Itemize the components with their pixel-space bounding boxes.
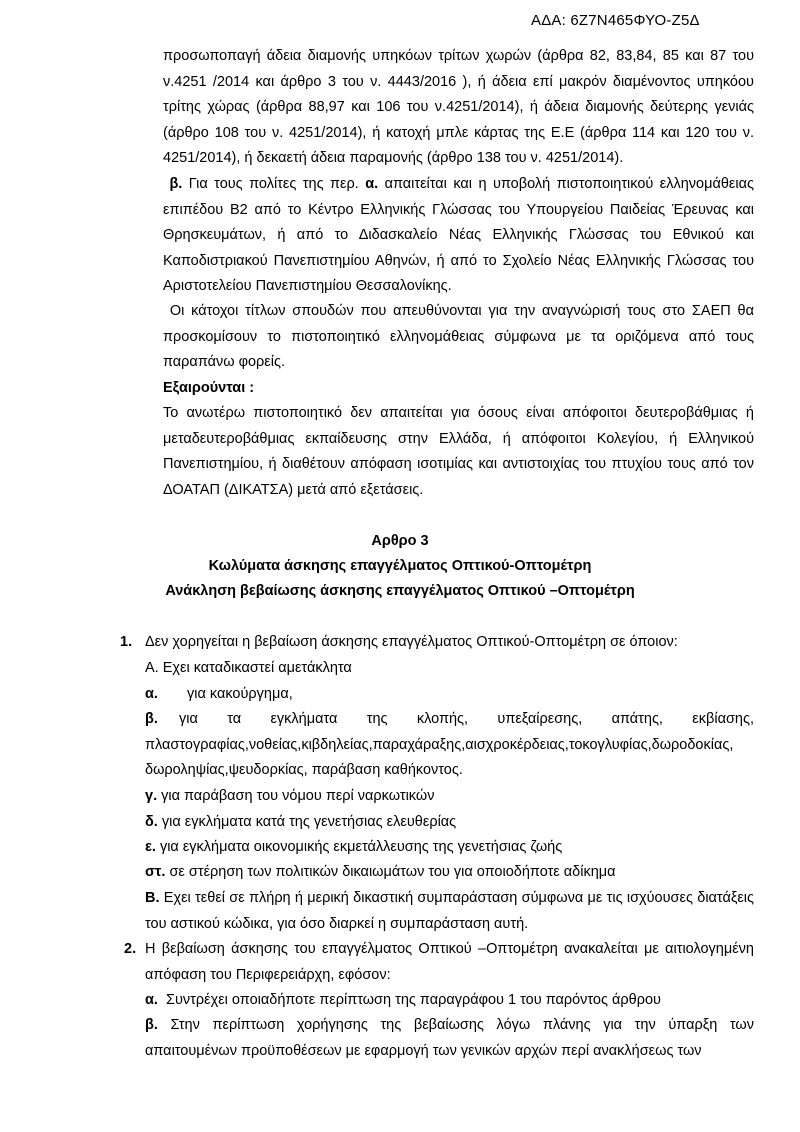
ada-code: ΑΔΑ: 6Ζ7Ν465ΦΥΟ-Ζ5Δ: [531, 12, 700, 29]
item-text: για κακούργημα,: [187, 686, 293, 702]
item-label: β.: [145, 711, 158, 727]
article-number: Αρθρο 3: [371, 533, 429, 549]
item-text: για εγκλήματα κατά της γενετήσιας ελευθερίας: [161, 814, 457, 830]
item-label: ε.: [145, 839, 156, 855]
beta-label: β.: [169, 176, 183, 192]
beta-pre: Για τους πολίτες της περ.: [188, 176, 359, 192]
exceptions-heading: Εξαιρούνται :: [163, 380, 255, 396]
item-label: α.: [145, 992, 158, 1008]
item-text: Συντρέχει οποιαδήποτε περίπτωση της παραγράφου 1 του παρόντος άρθρου: [166, 992, 661, 1008]
section-2-item-a: [145, 988, 754, 1014]
item-label: δ.: [145, 814, 158, 830]
beta-post: απαιτείται και η υποβολή πιστοποιητικού ελληνομάθειας επιπέδου Β2 από το Κέντρο Ελληνικής Γλώσσας του Υπουργείου Παιδείας Έρευνας και Θρησκευμάτων, ή από το Διδασκαλείο Νέας Ελληνικής Γλώσσας του Εθνικού και Καποδιστριακού Πανεπιστημίου Αθηνών, ή από το Σχολείο Νέας Ελληνικής Γλώσσας του Αριστοτελείου Πανεπιστημίου Θεσσαλονίκης.: [163, 176, 754, 295]
intro-paragraph-holders: [163, 299, 754, 376]
item-text: για εγκλήματα οικονομικής εκμετάλλευσης της γενετήσιας ζωής: [159, 839, 563, 855]
intro-paragraph-permits: προσωποπαγή άδεια διαμονής υπηκόων τρίτων χωρών (άρθρα 82, 83,84, 85 και 87 του ν.4251 /2014 και άρθρο 3 του ν. 4443/2016 ), ή άδεια επί μακρόν διαμένοντος υπηκόου τρίτης χώρας (άρθρα 88,97 και 106 του ν.4251/2014), ή άδεια διαμονής δεύτερης γενιάς (άρθρο 108 του ν. 4251/2014), ή κατοχή μπλε κάρτας της Ε.Ε (άρθρα 114 και 120 του ν. 4251/2014), ή δεκαετή άδεια παραμονής (άρθρο 138 του ν. 4251/2014).: [163, 48, 754, 167]
section-2-item-b: [145, 1013, 754, 1064]
section-1-item-c: [145, 784, 754, 810]
section-1-a-line: Α. Εχει καταδικαστεί αμετάκλητα: [145, 660, 352, 676]
intro-paragraph-exceptions: Το ανωτέρω πιστοποιητικό δεν απαιτείται για όσους είναι απόφοιτοι δευτεροβάθμιας ή μεταδευτεροβάθμιας εκπαίδευσης στην Ελλάδα, ή απόφοιτοι Κολεγίου, ή Ελληνικού Πανεπιστημίου, ή διαθέτουν απόφαση ισοτιμίας και αντιστοιχίας του πτυχίου τους από τον ΔΟΑΤΑΠ (ΔΙΚΑΤΣΑ) μετά από εξετάσεις.: [163, 405, 754, 498]
section-1-item-a: [145, 682, 754, 708]
item-label: στ.: [145, 864, 166, 880]
item-label: α.: [145, 686, 158, 702]
article-title-1: Κωλύματα άσκησης επαγγέλματος Οπτικού-Οπτομέτρη: [208, 558, 592, 574]
article-title-2: Ανάκληση βεβαίωσης άσκησης επαγγέλματος Οπτικού –Οπτομέτρη: [165, 583, 635, 599]
section-1-item-d: [145, 810, 754, 836]
beta-mid-label: α.: [365, 176, 379, 192]
section-1-item-st: [145, 860, 754, 886]
section-2-text: Η βεβαίωση άσκησης του επαγγέλματος Οπτικού –Οπτομέτρη ανακαλείται με αιτιολογημένη απόφαση του Περιφερειάρχη, εφόσον:: [145, 941, 754, 983]
section-2-number: 2.: [124, 941, 137, 957]
b-label: Β.: [145, 890, 160, 906]
holders-text: Οι κάτοχοι τίτλων σπουδών που απευθύνονται για την αναγνώρισή τους στο ΣΑΕΠ θα προσκομίσουν το πιστοποιητικό ελληνομάθειας σύμφωνα με τα οριζόμενα από τους παραπάνω φορείς.: [163, 303, 754, 371]
intro-paragraph-beta: [163, 172, 754, 300]
item-label: γ.: [145, 788, 158, 804]
item-text: για παράβαση του νόμου περί ναρκωτικών: [161, 788, 435, 804]
item-text: σε στέρηση των πολιτικών δικαιωμάτων του για οποιοδήποτε αδίκημα: [169, 864, 616, 880]
section-1-item-e: [145, 835, 754, 861]
item-label: β.: [145, 1017, 158, 1033]
item-text: για τα εγκλήματα της κλοπής, υπεξαίρεσης, απάτης, εκβίασης, πλαστογραφίας,νοθείας,κιβδηλείας,παραχάραξης,αισχροκέρδειας,τοκογλυφίας,δωροδοκίας, δωροληψίας,ψευδορκίας, παράβαση καθήκοντος.: [145, 711, 754, 779]
section-1-b: [145, 886, 754, 937]
section-1-number: 1.: [120, 634, 133, 650]
section-1-item-b: [145, 707, 754, 784]
item-text: Στην περίπτωση χορήγησης της βεβαίωσης λόγω πλάνης για την ύπαρξη των απαιτουμένων προϋποθέσεων με εφαρμογή των γενικών αρχών περί ανακλήσεως των: [145, 1017, 754, 1059]
section-1-text: Δεν χορηγείται η βεβαίωση άσκησης επαγγέλματος Οπτικού-Οπτομέτρη σε όποιον:: [145, 634, 678, 650]
b-text: Εχει τεθεί σε πλήρη ή μερική δικαστική συμπαράσταση σύμφωνα με τις ισχύουσες διατάξεις του αστικού κώδικα, για όσο διαρκεί η συμπαράσταση αυτή.: [145, 890, 754, 932]
